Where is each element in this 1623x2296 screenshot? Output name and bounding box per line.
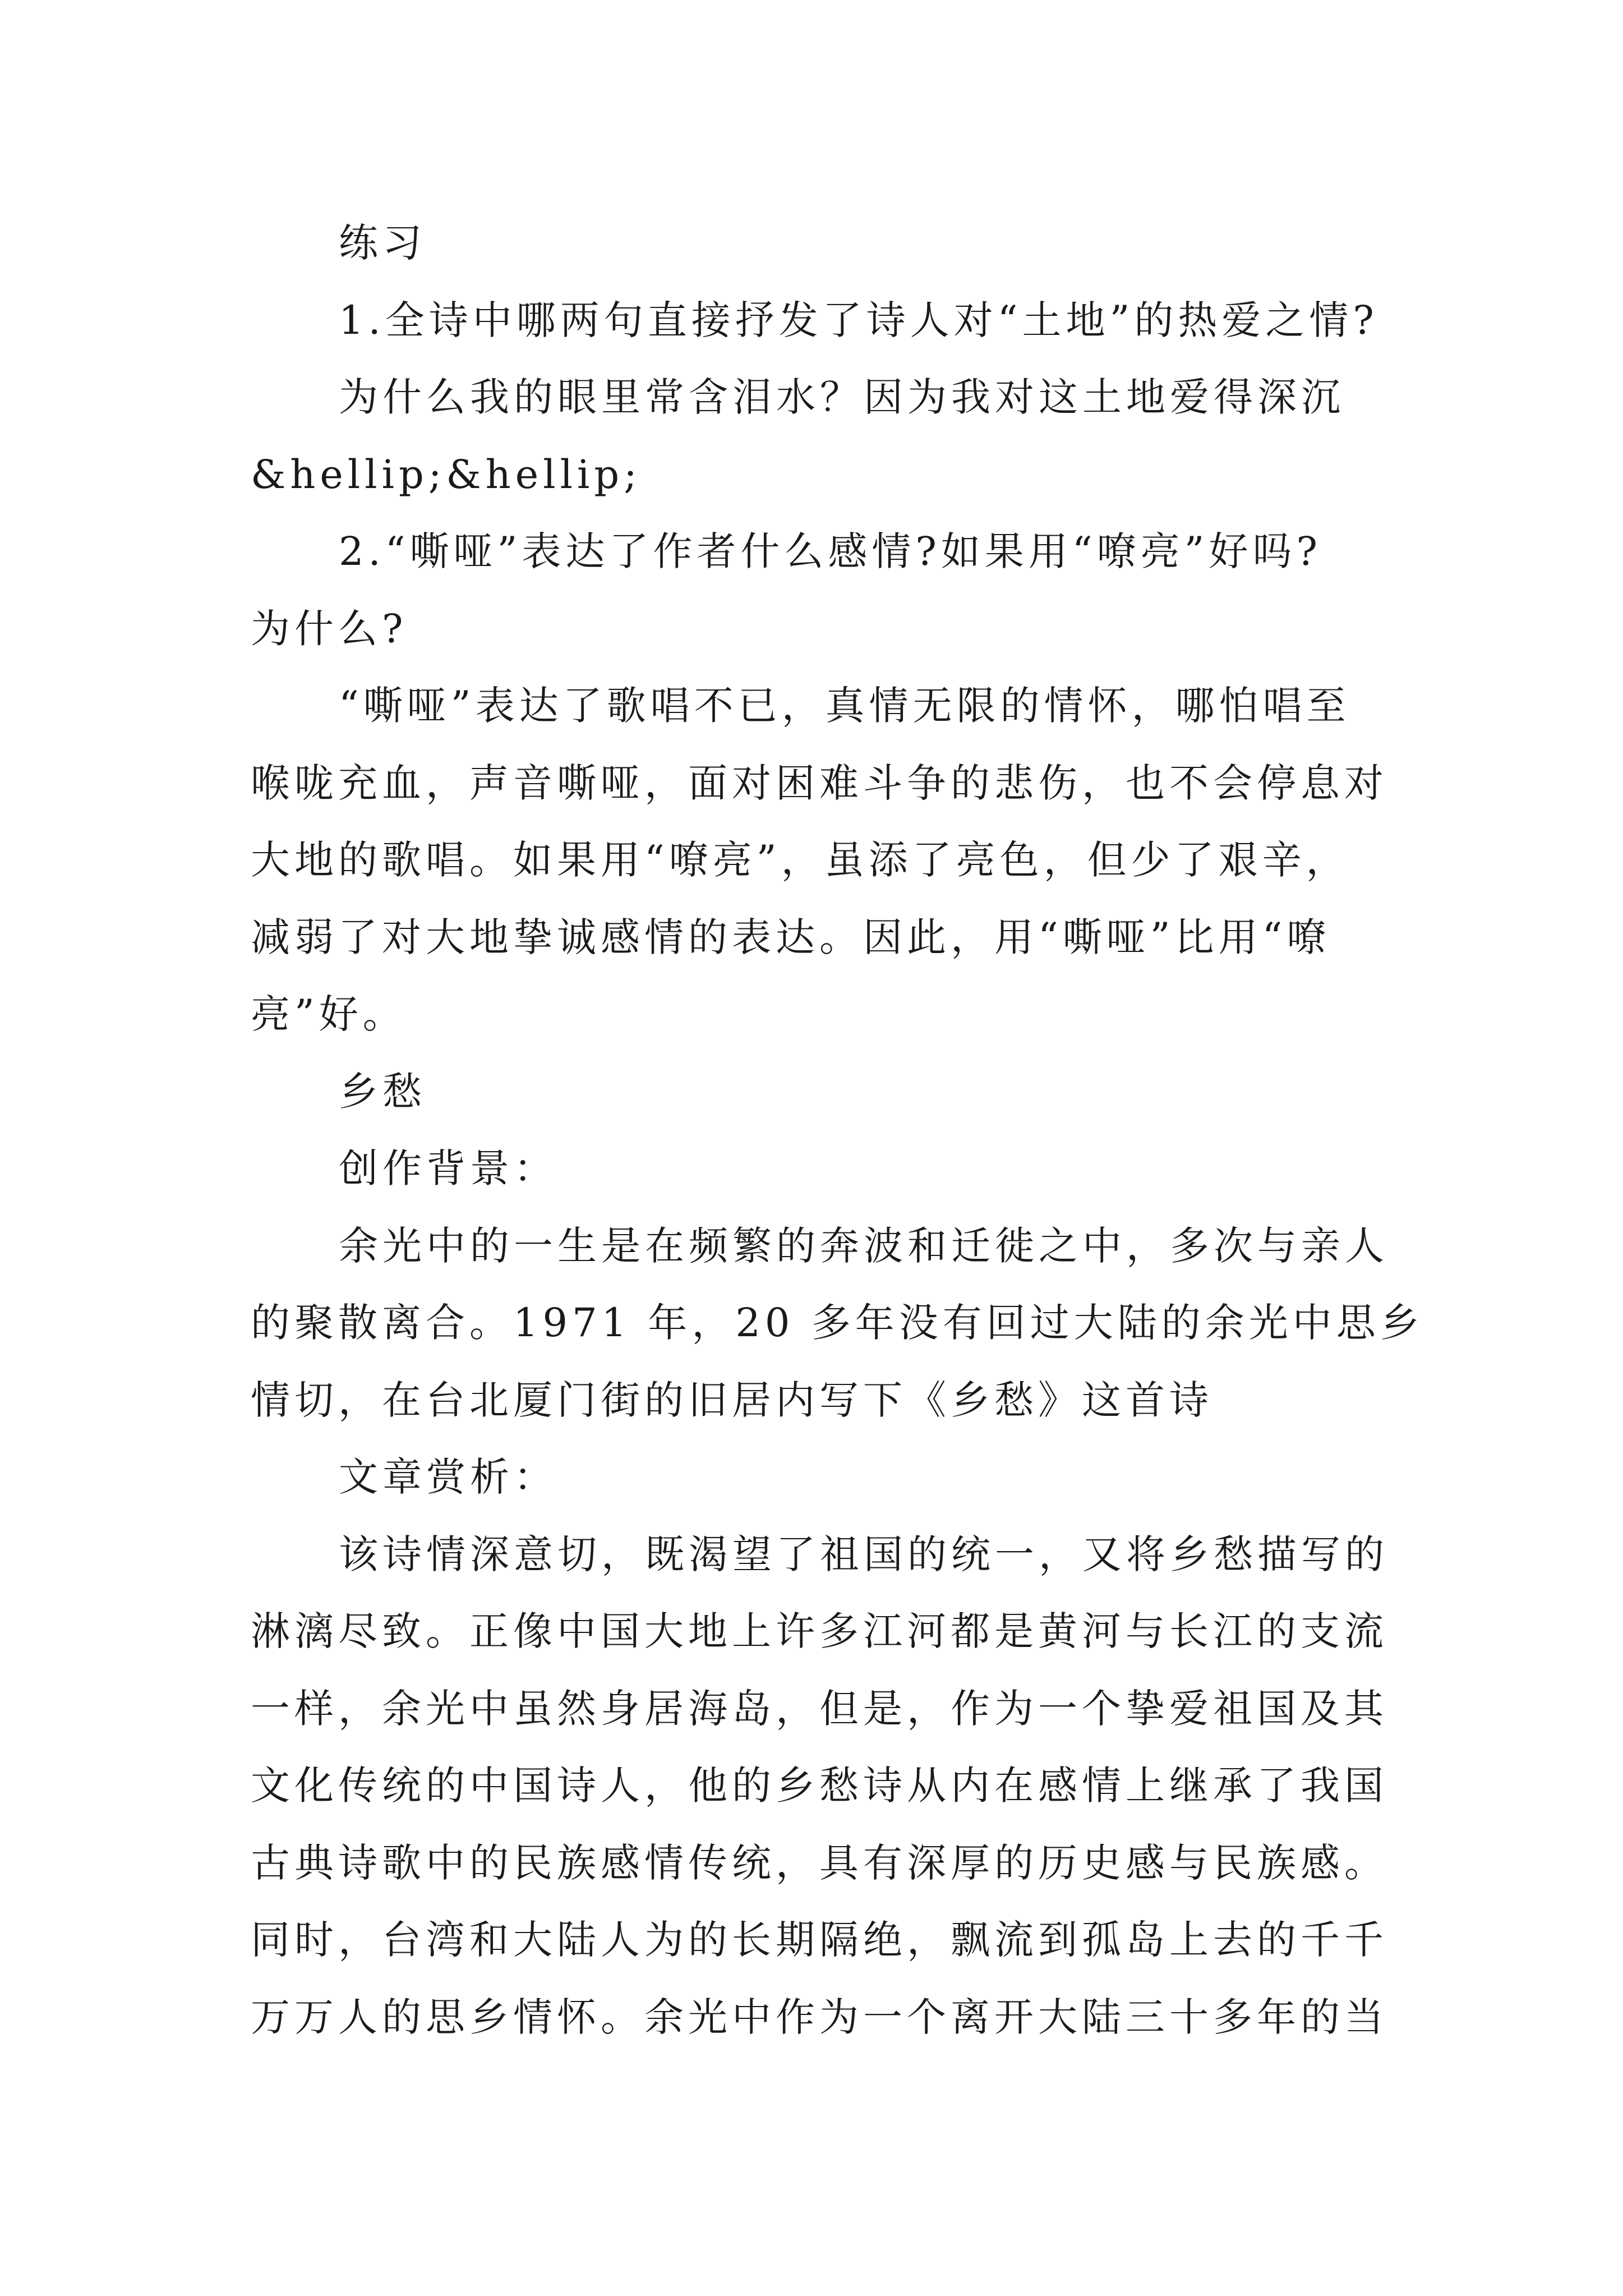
answer-2 <box>251 668 1440 1053</box>
text-line: 乡愁 <box>339 1068 426 1115</box>
text-line: 为什么? <box>251 605 408 652</box>
text-line: 余光中的一生是在频繁的奔波和迁徙之中，多次与亲人 <box>339 1222 1389 1269</box>
appreciation-text <box>251 1516 1440 2056</box>
text-line: 大地的歌唱。如果用“嘹亮”，虽添了亮色，但少了艰辛， <box>251 837 1350 883</box>
text-line: 亮”好。 <box>251 991 407 1037</box>
text-line: 文章赏析： <box>339 1454 557 1500</box>
text-line: 1.全诗中哪两句直接抒发了诗人对“土地”的热爱之情? <box>339 297 1378 343</box>
question-1 <box>251 282 1440 360</box>
text-line: “嘶哑”表达了歌唱不已，真情无限的情怀，哪怕唱至 <box>339 683 1350 729</box>
answer-1 <box>251 359 1440 513</box>
text-line: 文化传统的中国诗人，他的乡愁诗从内在感情上继承了我国 <box>251 1763 1388 1809</box>
question-2 <box>251 513 1440 668</box>
text-line: 古典诗歌中的民族感情传统，具有深厚的历史感与民族感。 <box>251 1839 1388 1886</box>
text-line: 情切，在台北厦门街的旧居内写下《乡愁》这首诗 <box>251 1377 1213 1423</box>
text-line: 的聚散离合。1971 年，20 多年没有回过大陆的余光中思乡 <box>251 1300 1424 1346</box>
text-line: 2.“嘶哑”表达了作者什么感情?如果用“嘹亮”好吗? <box>339 528 1322 574</box>
heading-practice <box>251 205 1440 282</box>
text-line: 创作背景： <box>339 1145 557 1191</box>
heading-nostalgia <box>251 1053 1440 1131</box>
label-background <box>251 1130 1440 1208</box>
text-line: 为什么我的眼里常含泪水？因为我对这土地爱得深沉 <box>339 374 1345 420</box>
text-line: 练习 <box>339 220 426 266</box>
text-line: 淋漓尽致。正像中国大地上许多江河都是黄河与长江的支流 <box>251 1608 1388 1654</box>
text-line: 万万人的思乡情怀。余光中作为一个离开大陆三十多年的当 <box>251 1994 1388 2040</box>
text-line: 该诗情深意切，既渴望了祖国的统一，又将乡愁描写的 <box>339 1531 1389 1577</box>
background-text <box>251 1208 1440 1439</box>
text-line: 一样，余光中虽然身居海岛，但是，作为一个挚爱祖国及其 <box>251 1685 1388 1732</box>
text-line: 减弱了对大地挚诚感情的表达。因此，用“嘶哑”比用“嘹 <box>251 914 1331 960</box>
label-appreciation <box>251 1439 1440 1516</box>
text-line: &hellip;&hellip; <box>251 451 642 498</box>
text-line: 同时，台湾和大陆人为的长期隔绝，飘流到孤岛上去的千千 <box>251 1917 1388 1963</box>
text-line: 喉咙充血，声音嘶哑，面对困难斗争的悲伤，也不会停息对 <box>251 760 1388 806</box>
document-body <box>251 205 1440 2056</box>
